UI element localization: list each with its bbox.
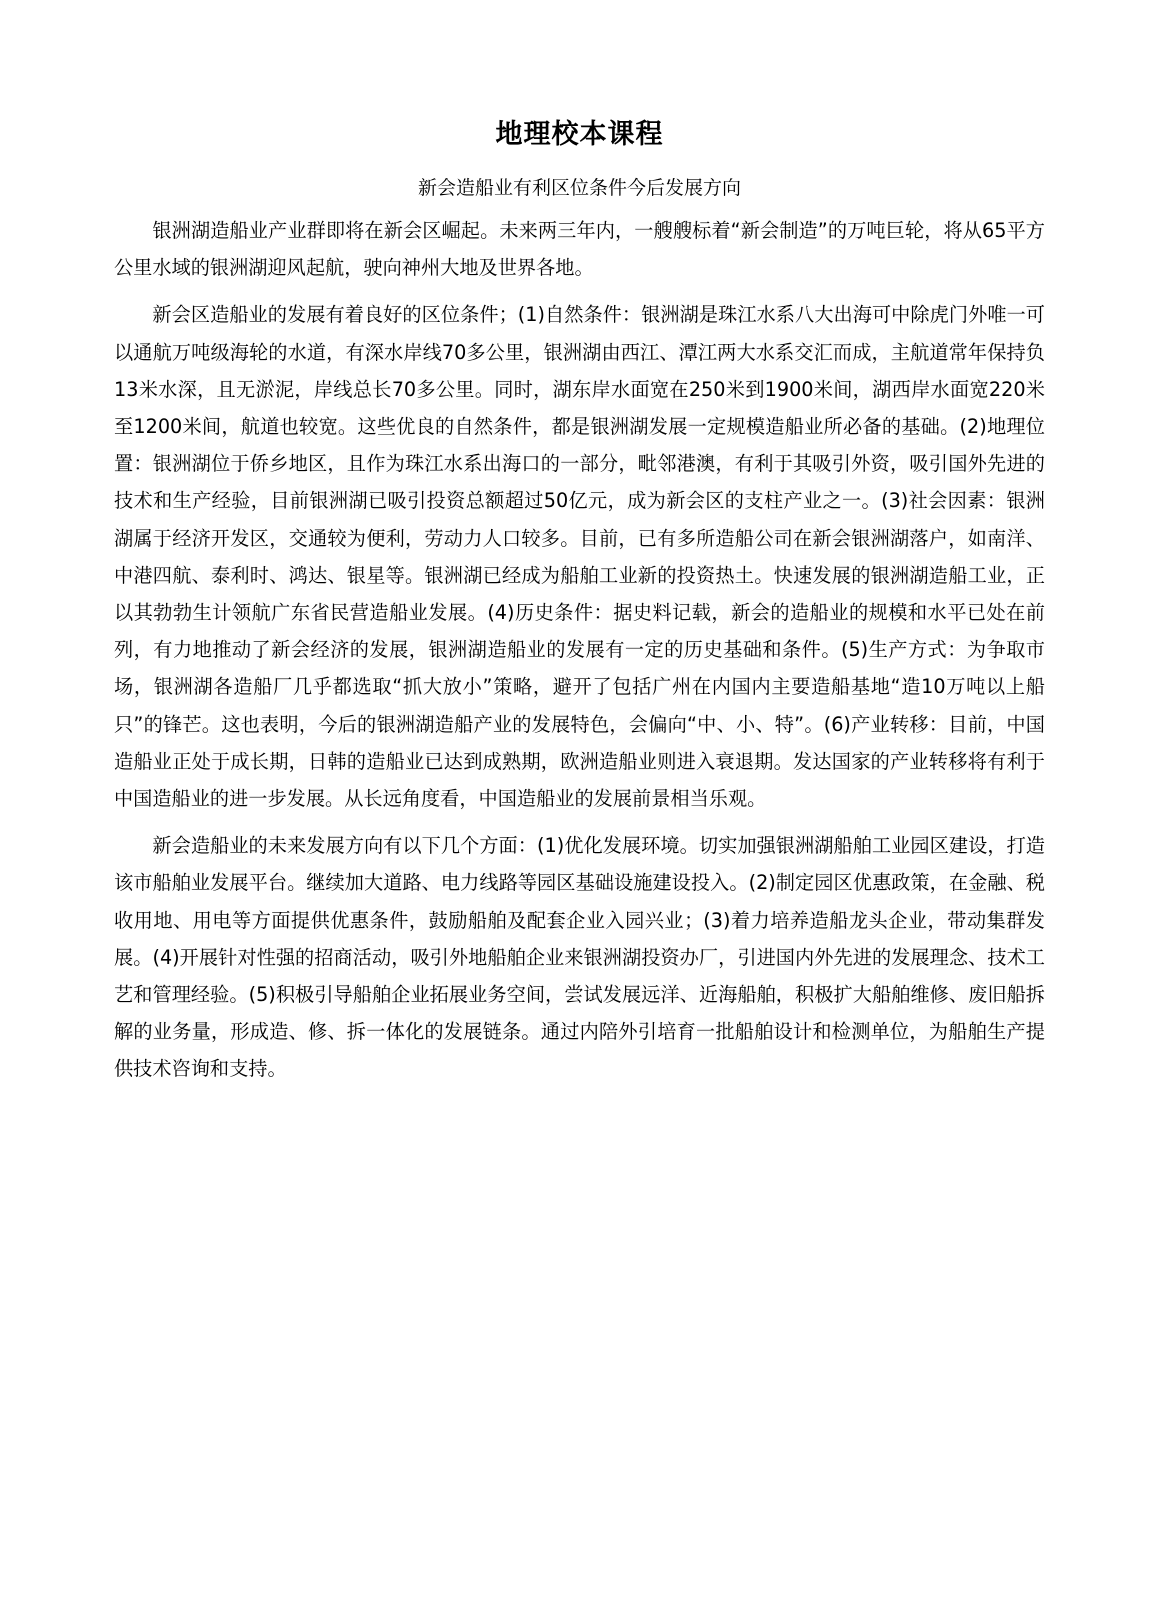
paragraph-intro: 银洲湖造船业产业群即将在新会区崛起。未来两三年内，一艘艘标着“新会制造”的万吨巨轮，将从65平方公里水域的银洲湖迎风起航，驶向神州大地及世界各地。 [114, 219, 1045, 280]
page-subtitle: 新会造船业有利区位条件今后发展方向 [417, 177, 741, 199]
page-title: 地理校本课程 [495, 119, 664, 150]
paragraph-location-conditions: 新会区造船业的发展有着良好的区位条件；(1)自然条件：银洲湖是珠江水系八大出海可中除虎门外唯一可以通航万吨级海轮的水道，有深水岸线70多公里，银洲湖由西江、潭江两大水系交汇而成，主航道常年保持负13米水深，且无淤泥，岸线总长70多公里。同时，湖东岸水面宽在250米到1900米间，湖西岸水面宽220米至1200米间，航道也较宽。这些优良的自然条件，都是银洲湖发展一定规模造船业所必备的基础。(2)地理位置：银洲湖位于侨乡地区，且作为珠江水系出海口的一部分，毗邻港澳，有利于其吸引外资，吸引国外先进的技术和生产经验，目前银洲湖已吸引投资总额超过50亿元，成为新会区的支柱产业之一。(3)社会因素：银洲湖属于经济开发区，交通较为便利，劳动力人口较多。目前，已有多所造船公司在新会银洲湖落户，如南洋、中港四航、泰利时、鸿达、银星等。银洲湖已经成为船舶工业新的投资热土。快速发展的银洲湖造船工业，正以其勃勃生计领航广东省民营造船业发展。(4)历史条件：据史料记载，新会的造船业的规模和水平已处在前列，有力地推动了新会经济的发展，银洲湖造船业的发展有一定的历史基础和条件。(5)生产方式：为争取市场，银洲湖各造船厂几乎都选取“抓大放小”策略，避开了包括广州在内国内主要造船基地“造10万吨以上船只”的锋芒。这也表明，今后的银洲湖造船产业的发展特色，会偏向“中、小、特”。(6)产业转移：目前，中国造船业正处于成长期，日韩的造船业已达到成熟期，欧洲造船业则进入衰退期。发达国家的产业转移将有利于中国造船业的进一步发展。从长远角度看，中国造船业的发展前景相当乐观。 [114, 303, 1045, 811]
paragraph-future-directions: 新会造船业的未来发展方向有以下几个方面：(1)优化发展环境。切实加强银洲湖船舶工业园区建设，打造该市船舶业发展平台。继续加大道路、电力线路等园区基础设施建设投入。(2)制定园区优惠政策，在金融、税收用地、用电等方面提供优惠条件，鼓励船舶及配套企业入园兴业；(3)着力培养造船龙头企业，带动集群发展。(4)开展针对性强的招商活动，吸引外地船舶企业来银洲湖投资办厂，引进国内外先进的发展理念、技术工艺和管理经验。(5)积极引导船舶企业拓展业务空间，尝试发展远洋、近海船舶，积极扩大船舶维修、废旧船拆解的业务量，形成造、修、拆一体化的发展链条。通过内陪外引培育一批船舶设计和检测单位，为船舶生产提供技术咨询和支持。 [114, 834, 1045, 1081]
